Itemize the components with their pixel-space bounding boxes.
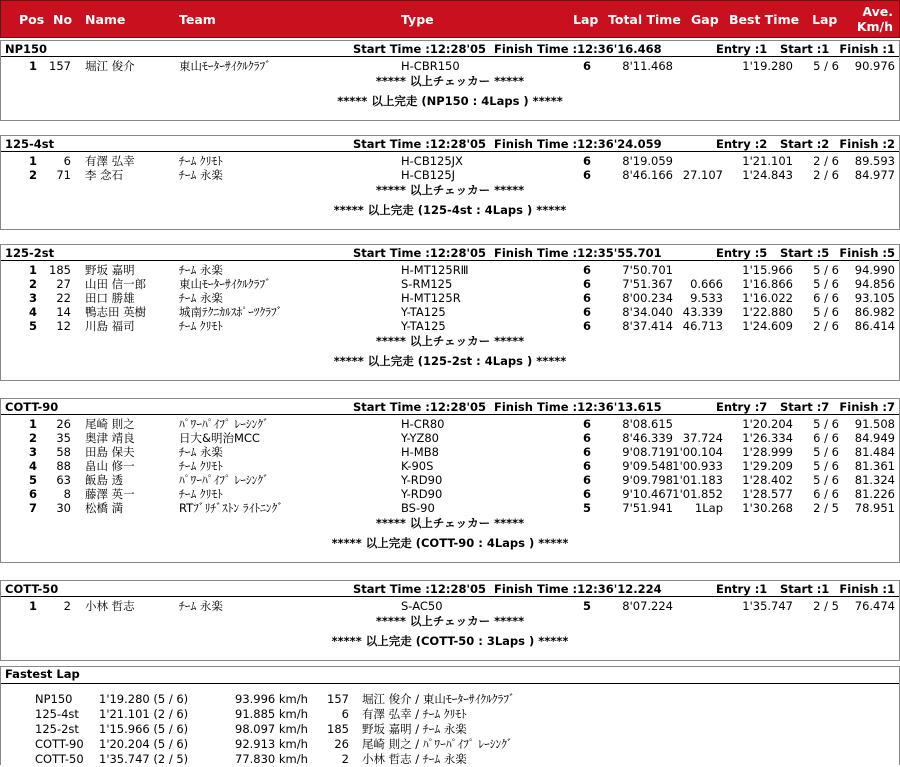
- ave-speed-cell: 90.976: [854, 59, 895, 73]
- complete-message: ***** 以上完走 (COTT-90 : 4Laps ) *****: [331, 536, 569, 550]
- name-cell: 藤澤 英一: [85, 487, 135, 501]
- type-cell: H-CB125JX: [401, 154, 463, 168]
- pos-cell: 7: [28, 501, 37, 515]
- team-cell: RTﾌﾞﾘﾁﾞｽﾄﾝ ﾗｲﾄﾆﾝｸﾞ: [179, 501, 284, 515]
- fl-class: COTT-50: [35, 752, 84, 766]
- name-cell: 奥津 靖良: [85, 431, 135, 445]
- lap-cell: 6: [583, 417, 592, 431]
- lap-cell: 6: [583, 431, 592, 445]
- results-header: [0, 0, 900, 38]
- fastest-lap-title: Fastest Lap: [5, 667, 80, 681]
- name-cell: 野坂 嘉明: [85, 263, 135, 277]
- complete-message: ***** 以上完走 (COTT-50 : 3Laps ) *****: [331, 634, 569, 648]
- ave-speed-cell: 81.324: [854, 473, 895, 487]
- class-header: [0, 135, 900, 152]
- class-results: [0, 596, 900, 661]
- entry-count: Entry :5: [716, 246, 768, 260]
- no-cell: 88: [56, 459, 71, 473]
- team-cell: ﾁｰﾑ 永楽: [179, 263, 223, 277]
- lap-cell: 5: [583, 599, 592, 613]
- no-cell: 30: [56, 501, 71, 515]
- gap-cell: 1'01.183: [672, 473, 723, 487]
- table-row: [1, 473, 899, 487]
- pos-cell: 3: [28, 445, 37, 459]
- class-name: COTT-50: [5, 582, 59, 596]
- class-results: [0, 414, 900, 563]
- gap-cell: 27.107: [682, 168, 723, 182]
- pos-cell: 1: [28, 263, 37, 277]
- lap-cell: 5: [583, 501, 592, 515]
- table-row: [1, 154, 899, 168]
- divider: [1, 683, 899, 684]
- table-row: [1, 487, 899, 501]
- checker-message: ***** 以上チェッカー *****: [375, 74, 525, 88]
- best-lap-cell: 2 / 6: [813, 154, 839, 168]
- type-cell: H-MB8: [401, 445, 439, 459]
- class-header: [0, 580, 900, 597]
- best-lap-cell: 2 / 5: [813, 501, 839, 515]
- fl-time: 1'15.966 (5 / 6): [99, 722, 189, 736]
- no-cell: 35: [56, 431, 71, 445]
- type-cell: BS-90: [401, 501, 435, 515]
- start-count: Start :5: [780, 246, 830, 260]
- col-total-time: Total Time: [608, 12, 681, 27]
- fl-class: 125-4st: [35, 707, 79, 721]
- col-name: Name: [85, 12, 126, 27]
- no-cell: 26: [56, 417, 71, 431]
- type-cell: Y-TA125: [401, 305, 446, 319]
- fl-time: 1'21.101 (2 / 6): [99, 707, 189, 721]
- table-row: [1, 501, 899, 515]
- pos-cell: 3: [28, 291, 37, 305]
- start-time: Start Time :12:28'05: [353, 582, 487, 596]
- gap-cell: 1Lap: [694, 501, 723, 515]
- total-time-cell: 8'08.615: [622, 417, 673, 431]
- name-cell: 堀江 俊介: [85, 59, 135, 73]
- total-time-cell: 8'11.468: [622, 59, 673, 73]
- start-count: Start :2: [780, 137, 830, 151]
- pos-cell: 1: [28, 59, 37, 73]
- no-cell: 58: [56, 445, 71, 459]
- total-time-cell: 9'08.719: [622, 445, 673, 459]
- ave-speed-cell: 86.982: [854, 305, 895, 319]
- team-cell: ﾁｰﾑ 永楽: [179, 168, 223, 182]
- pos-cell: 1: [28, 417, 37, 431]
- type-cell: S-RM125: [401, 277, 453, 291]
- col-ave: [857, 4, 893, 34]
- entry-count: Entry :1: [716, 42, 768, 56]
- start-time: Start Time :12:28'05: [353, 246, 487, 260]
- col-best-lap: Lap: [812, 12, 838, 27]
- fastest-lap-row: [1, 692, 899, 707]
- name-cell: 松橋 満: [85, 501, 124, 515]
- entry-count: Entry :1: [716, 582, 768, 596]
- lap-cell: 6: [583, 59, 592, 73]
- type-cell: H-CBR150: [401, 59, 460, 73]
- ave-speed-cell: 93.105: [854, 291, 895, 305]
- type-cell: H-CB125J: [401, 168, 456, 182]
- best-time-cell: 1'30.268: [742, 501, 793, 515]
- best-time-cell: 1'26.334: [742, 431, 793, 445]
- team-cell: 城南ﾃｸﾆｶﾙｽﾎﾟｰﾂｸﾗﾌﾞ: [179, 305, 283, 319]
- col-team: Team: [179, 12, 216, 27]
- class-name: 125-4st: [5, 137, 55, 151]
- class-name: 125-2st: [5, 246, 55, 260]
- best-time-cell: 1'35.747: [742, 599, 793, 613]
- best-lap-cell: 2 / 6: [813, 168, 839, 182]
- fl-speed: 91.885 km/h: [235, 707, 308, 721]
- team-cell: ﾁｰﾑ ｸﾘﾓﾄ: [179, 459, 223, 473]
- type-cell: H-CR80: [401, 417, 445, 431]
- best-time-cell: 1'16.022: [742, 291, 793, 305]
- fastest-lap-row: [1, 737, 899, 752]
- no-cell: 71: [56, 168, 71, 182]
- fastest-lap-row: [1, 752, 899, 767]
- class-name: COTT-90: [5, 400, 59, 414]
- fl-rider: 野坂 嘉明 / ﾁｰﾑ 永楽: [362, 722, 467, 736]
- best-time-cell: 1'28.402: [742, 473, 793, 487]
- col-best-time: Best Time: [729, 12, 800, 27]
- type-cell: K-90S: [401, 459, 434, 473]
- ave-speed-cell: 76.474: [854, 599, 895, 613]
- class-name: NP150: [5, 42, 48, 56]
- total-time-cell: 7'50.701: [622, 263, 673, 277]
- total-time-cell: 8'34.040: [622, 305, 673, 319]
- type-cell: Y-YZ80: [401, 431, 439, 445]
- lap-cell: 6: [583, 473, 592, 487]
- table-row: [1, 263, 899, 277]
- start-time: Start Time :12:28'05: [353, 42, 487, 56]
- best-time-cell: 1'15.966: [742, 263, 793, 277]
- finish-time: Finish Time :12:36'16.468: [494, 42, 662, 56]
- total-time-cell: 9'10.467: [622, 487, 673, 501]
- ave-speed-cell: 84.977: [854, 168, 895, 182]
- lap-cell: 6: [583, 291, 592, 305]
- best-time-cell: 1'22.880: [742, 305, 793, 319]
- pos-cell: 1: [28, 599, 37, 613]
- fl-class: COTT-90: [35, 737, 84, 751]
- team-cell: ﾁｰﾑ 永楽: [179, 291, 223, 305]
- team-cell: 東山ﾓｰﾀｰｻｲｸﾙｸﾗﾌﾞ: [179, 59, 271, 73]
- fl-no: 185: [327, 722, 349, 736]
- complete-message: ***** 以上完走 (NP150 : 4Laps ) *****: [337, 94, 563, 108]
- fastest-lap-row: [1, 722, 899, 737]
- no-cell: 157: [49, 59, 71, 73]
- table-row: [1, 319, 899, 333]
- type-cell: S-AC50: [401, 599, 443, 613]
- checker-message: ***** 以上チェッカー *****: [375, 614, 525, 628]
- total-time-cell: 9'09.548: [622, 459, 673, 473]
- name-cell: 田島 保夫: [85, 445, 135, 459]
- team-cell: ﾁｰﾑ ｸﾘﾓﾄ: [179, 487, 223, 501]
- lap-cell: 6: [583, 445, 592, 459]
- type-cell: Y-RD90: [401, 473, 443, 487]
- name-cell: 有澤 弘幸: [85, 154, 135, 168]
- fl-class: 125-2st: [35, 722, 79, 736]
- pos-cell: 2: [28, 168, 37, 182]
- best-time-cell: 1'24.609: [742, 319, 793, 333]
- type-cell: H-MT125R: [401, 291, 461, 305]
- lap-cell: 6: [583, 277, 592, 291]
- best-lap-cell: 5 / 6: [813, 459, 839, 473]
- class-section: [0, 40, 900, 120]
- table-row: [1, 59, 899, 73]
- entry-count: Entry :2: [716, 137, 768, 151]
- name-cell: 川島 福司: [85, 319, 135, 333]
- finish-count: Finish :7: [839, 400, 895, 414]
- pos-cell: 2: [28, 431, 37, 445]
- name-cell: 尾崎 則之: [85, 417, 135, 431]
- ave-speed-cell: 91.508: [854, 417, 895, 431]
- team-cell: ﾁｰﾑ ｸﾘﾓﾄ: [179, 154, 223, 168]
- table-row: [1, 417, 899, 431]
- lap-cell: 6: [583, 487, 592, 501]
- ave-speed-cell: 94.990: [854, 263, 895, 277]
- checker-message: ***** 以上チェッカー *****: [375, 334, 525, 348]
- no-cell: 14: [56, 305, 71, 319]
- class-results: [0, 151, 900, 230]
- fl-rider: 小林 哲志 / ﾁｰﾑ 永楽: [362, 752, 467, 766]
- pos-cell: 5: [28, 319, 37, 333]
- lap-cell: 6: [583, 263, 592, 277]
- fl-time: 1'19.280 (5 / 6): [99, 692, 189, 706]
- best-time-cell: 1'29.209: [742, 459, 793, 473]
- total-time-cell: 8'46.339: [622, 431, 673, 445]
- best-time-cell: 1'19.280: [742, 59, 793, 73]
- ave-speed-cell: 81.484: [854, 445, 895, 459]
- finish-count: Finish :5: [839, 246, 895, 260]
- fastest-lap-section: [0, 666, 900, 765]
- total-time-cell: 8'07.224: [622, 599, 673, 613]
- fl-no: 157: [327, 692, 349, 706]
- total-time-cell: 7'51.941: [622, 501, 673, 515]
- class-header: [0, 40, 900, 57]
- complete-message: ***** 以上完走 (125-2st : 4Laps ) *****: [333, 354, 567, 368]
- fl-rider: 尾崎 則之 / ﾊﾟﾜｰﾊﾟｲﾌﾟ ﾚｰｼﾝｸﾞ: [362, 737, 513, 751]
- gap-cell: 1'00.933: [672, 459, 723, 473]
- class-section: [0, 580, 900, 660]
- table-row: [1, 445, 899, 459]
- fl-speed: 98.097 km/h: [235, 722, 308, 736]
- no-cell: 2: [63, 599, 71, 613]
- start-count: Start :7: [780, 400, 830, 414]
- team-cell: ﾊﾟﾜｰﾊﾟｲﾌﾟ ﾚｰｼﾝｸﾞ: [179, 417, 269, 431]
- start-count: Start :1: [780, 42, 830, 56]
- best-lap-cell: 5 / 6: [813, 59, 839, 73]
- fl-no: 6: [341, 707, 349, 721]
- fl-time: 1'20.204 (5 / 6): [99, 737, 189, 751]
- best-lap-cell: 5 / 6: [813, 417, 839, 431]
- ave-speed-cell: 94.856: [854, 277, 895, 291]
- best-lap-cell: 6 / 6: [813, 431, 839, 445]
- best-lap-cell: 2 / 5: [813, 599, 839, 613]
- finish-time: Finish Time :12:36'12.224: [494, 582, 662, 596]
- gap-cell: 0.666: [690, 277, 723, 291]
- col-ave-line1: Ave.: [862, 4, 893, 19]
- no-cell: 8: [63, 487, 71, 501]
- fl-rider: 有澤 弘幸 / ﾁｰﾑ ｸﾘﾓﾄ: [362, 707, 467, 721]
- total-time-cell: 8'00.234: [622, 291, 673, 305]
- total-time-cell: 8'37.414: [622, 319, 673, 333]
- fl-time: 1'35.747 (2 / 5): [99, 752, 189, 766]
- table-row: [1, 459, 899, 473]
- best-lap-cell: 2 / 6: [813, 319, 839, 333]
- fastest-lap-row: [1, 707, 899, 722]
- type-cell: Y-TA125: [401, 319, 446, 333]
- pos-cell: 4: [28, 459, 37, 473]
- no-cell: 12: [56, 319, 71, 333]
- best-time-cell: 1'20.204: [742, 417, 793, 431]
- col-lap: Lap: [573, 12, 599, 27]
- finish-time: Finish Time :12:35'55.701: [494, 246, 662, 260]
- fl-rider: 堀江 俊介 / 東山ﾓｰﾀｰｻｲｸﾙｸﾗﾌﾞ: [362, 692, 515, 706]
- finish-time: Finish Time :12:36'13.615: [494, 400, 662, 414]
- gap-cell: 43.339: [682, 305, 723, 319]
- lap-cell: 6: [583, 168, 592, 182]
- no-cell: 185: [49, 263, 71, 277]
- type-cell: Y-RD90: [401, 487, 443, 501]
- class-section: [0, 398, 900, 562]
- fl-no: 2: [341, 752, 349, 766]
- best-time-cell: 1'28.999: [742, 445, 793, 459]
- checker-message: ***** 以上チェッカー *****: [375, 516, 525, 530]
- team-cell: ﾊﾟﾜｰﾊﾟｲﾌﾟ ﾚｰｼﾝｸﾞ: [179, 473, 269, 487]
- fl-no: 26: [334, 737, 349, 751]
- gap-cell: 9.533: [690, 291, 723, 305]
- total-time-cell: 8'46.166: [622, 168, 673, 182]
- finish-count: Finish :1: [839, 42, 895, 56]
- pos-cell: 1: [28, 154, 37, 168]
- best-lap-cell: 6 / 6: [813, 487, 839, 501]
- gap-cell: 1'00.104: [672, 445, 723, 459]
- team-cell: 日大&明治MCC: [179, 431, 260, 445]
- col-ave-line2: Km/h: [856, 19, 893, 34]
- gap-cell: 46.713: [682, 319, 723, 333]
- name-cell: 田口 勝雄: [85, 291, 135, 305]
- team-cell: ﾁｰﾑ ｸﾘﾓﾄ: [179, 319, 223, 333]
- total-time-cell: 9'09.798: [622, 473, 673, 487]
- no-cell: 27: [56, 277, 71, 291]
- fl-class: NP150: [35, 692, 73, 706]
- best-lap-cell: 5 / 6: [813, 473, 839, 487]
- lap-cell: 6: [583, 459, 592, 473]
- gap-cell: 1'01.852: [672, 487, 723, 501]
- name-cell: 山田 信一郎: [85, 277, 147, 291]
- pos-cell: 2: [28, 277, 37, 291]
- best-lap-cell: 5 / 6: [813, 305, 839, 319]
- table-row: [1, 305, 899, 319]
- class-header: [0, 244, 900, 261]
- ave-speed-cell: 78.951: [854, 501, 895, 515]
- table-row: [1, 277, 899, 291]
- entry-count: Entry :7: [716, 400, 768, 414]
- ave-speed-cell: 84.949: [854, 431, 895, 445]
- table-row: [1, 431, 899, 445]
- no-cell: 22: [56, 291, 71, 305]
- col-pos: Pos: [19, 12, 45, 27]
- lap-cell: 6: [583, 154, 592, 168]
- gap-cell: 37.724: [682, 431, 723, 445]
- team-cell: 東山ﾓｰﾀｰｻｲｸﾙｸﾗﾌﾞ: [179, 277, 271, 291]
- name-cell: 鴨志田 英樹: [85, 305, 147, 319]
- name-cell: 小林 哲志: [85, 599, 135, 613]
- finish-count: Finish :1: [839, 582, 895, 596]
- table-row: [1, 168, 899, 182]
- team-cell: ﾁｰﾑ 永楽: [179, 599, 223, 613]
- finish-count: Finish :2: [839, 137, 895, 151]
- name-cell: 飯島 透: [85, 473, 124, 487]
- best-lap-cell: 5 / 6: [813, 445, 839, 459]
- best-time-cell: 1'24.843: [742, 168, 793, 182]
- best-lap-cell: 6 / 6: [813, 291, 839, 305]
- best-time-cell: 1'21.101: [742, 154, 793, 168]
- lap-cell: 6: [583, 305, 592, 319]
- ave-speed-cell: 81.361: [854, 459, 895, 473]
- fl-speed: 93.996 km/h: [235, 692, 308, 706]
- pos-cell: 5: [28, 473, 37, 487]
- checker-message: ***** 以上チェッカー *****: [375, 183, 525, 197]
- type-cell: H-MT125RⅢ: [401, 263, 469, 277]
- ave-speed-cell: 86.414: [854, 319, 895, 333]
- ave-speed-cell: 81.226: [854, 487, 895, 501]
- table-row: [1, 291, 899, 305]
- class-results: [0, 260, 900, 381]
- class-header: [0, 398, 900, 415]
- no-cell: 63: [56, 473, 71, 487]
- pos-cell: 6: [28, 487, 37, 501]
- best-time-cell: 1'16.866: [742, 277, 793, 291]
- class-section: [0, 244, 900, 380]
- start-count: Start :1: [780, 582, 830, 596]
- complete-message: ***** 以上完走 (125-4st : 4Laps ) *****: [333, 203, 567, 217]
- team-cell: ﾁｰﾑ 永楽: [179, 445, 223, 459]
- no-cell: 6: [63, 154, 71, 168]
- best-time-cell: 1'28.577: [742, 487, 793, 501]
- total-time-cell: 7'51.367: [622, 277, 673, 291]
- col-no: No: [53, 12, 73, 27]
- col-type: Type: [401, 12, 434, 27]
- start-time: Start Time :12:28'05: [353, 400, 487, 414]
- best-lap-cell: 5 / 6: [813, 263, 839, 277]
- fl-speed: 92.913 km/h: [235, 737, 308, 751]
- total-time-cell: 8'19.059: [622, 154, 673, 168]
- name-cell: 李 念石: [85, 168, 124, 182]
- fl-speed: 77.830 km/h: [235, 752, 308, 766]
- col-gap: Gap: [691, 12, 719, 27]
- class-results: [0, 56, 900, 121]
- finish-time: Finish Time :12:36'24.059: [494, 137, 662, 151]
- best-lap-cell: 5 / 6: [813, 277, 839, 291]
- ave-speed-cell: 89.593: [854, 154, 895, 168]
- pos-cell: 4: [28, 305, 37, 319]
- lap-cell: 6: [583, 319, 592, 333]
- table-row: [1, 599, 899, 613]
- name-cell: 畠山 修一: [85, 459, 135, 473]
- start-time: Start Time :12:28'05: [353, 137, 487, 151]
- class-section: [0, 135, 900, 229]
